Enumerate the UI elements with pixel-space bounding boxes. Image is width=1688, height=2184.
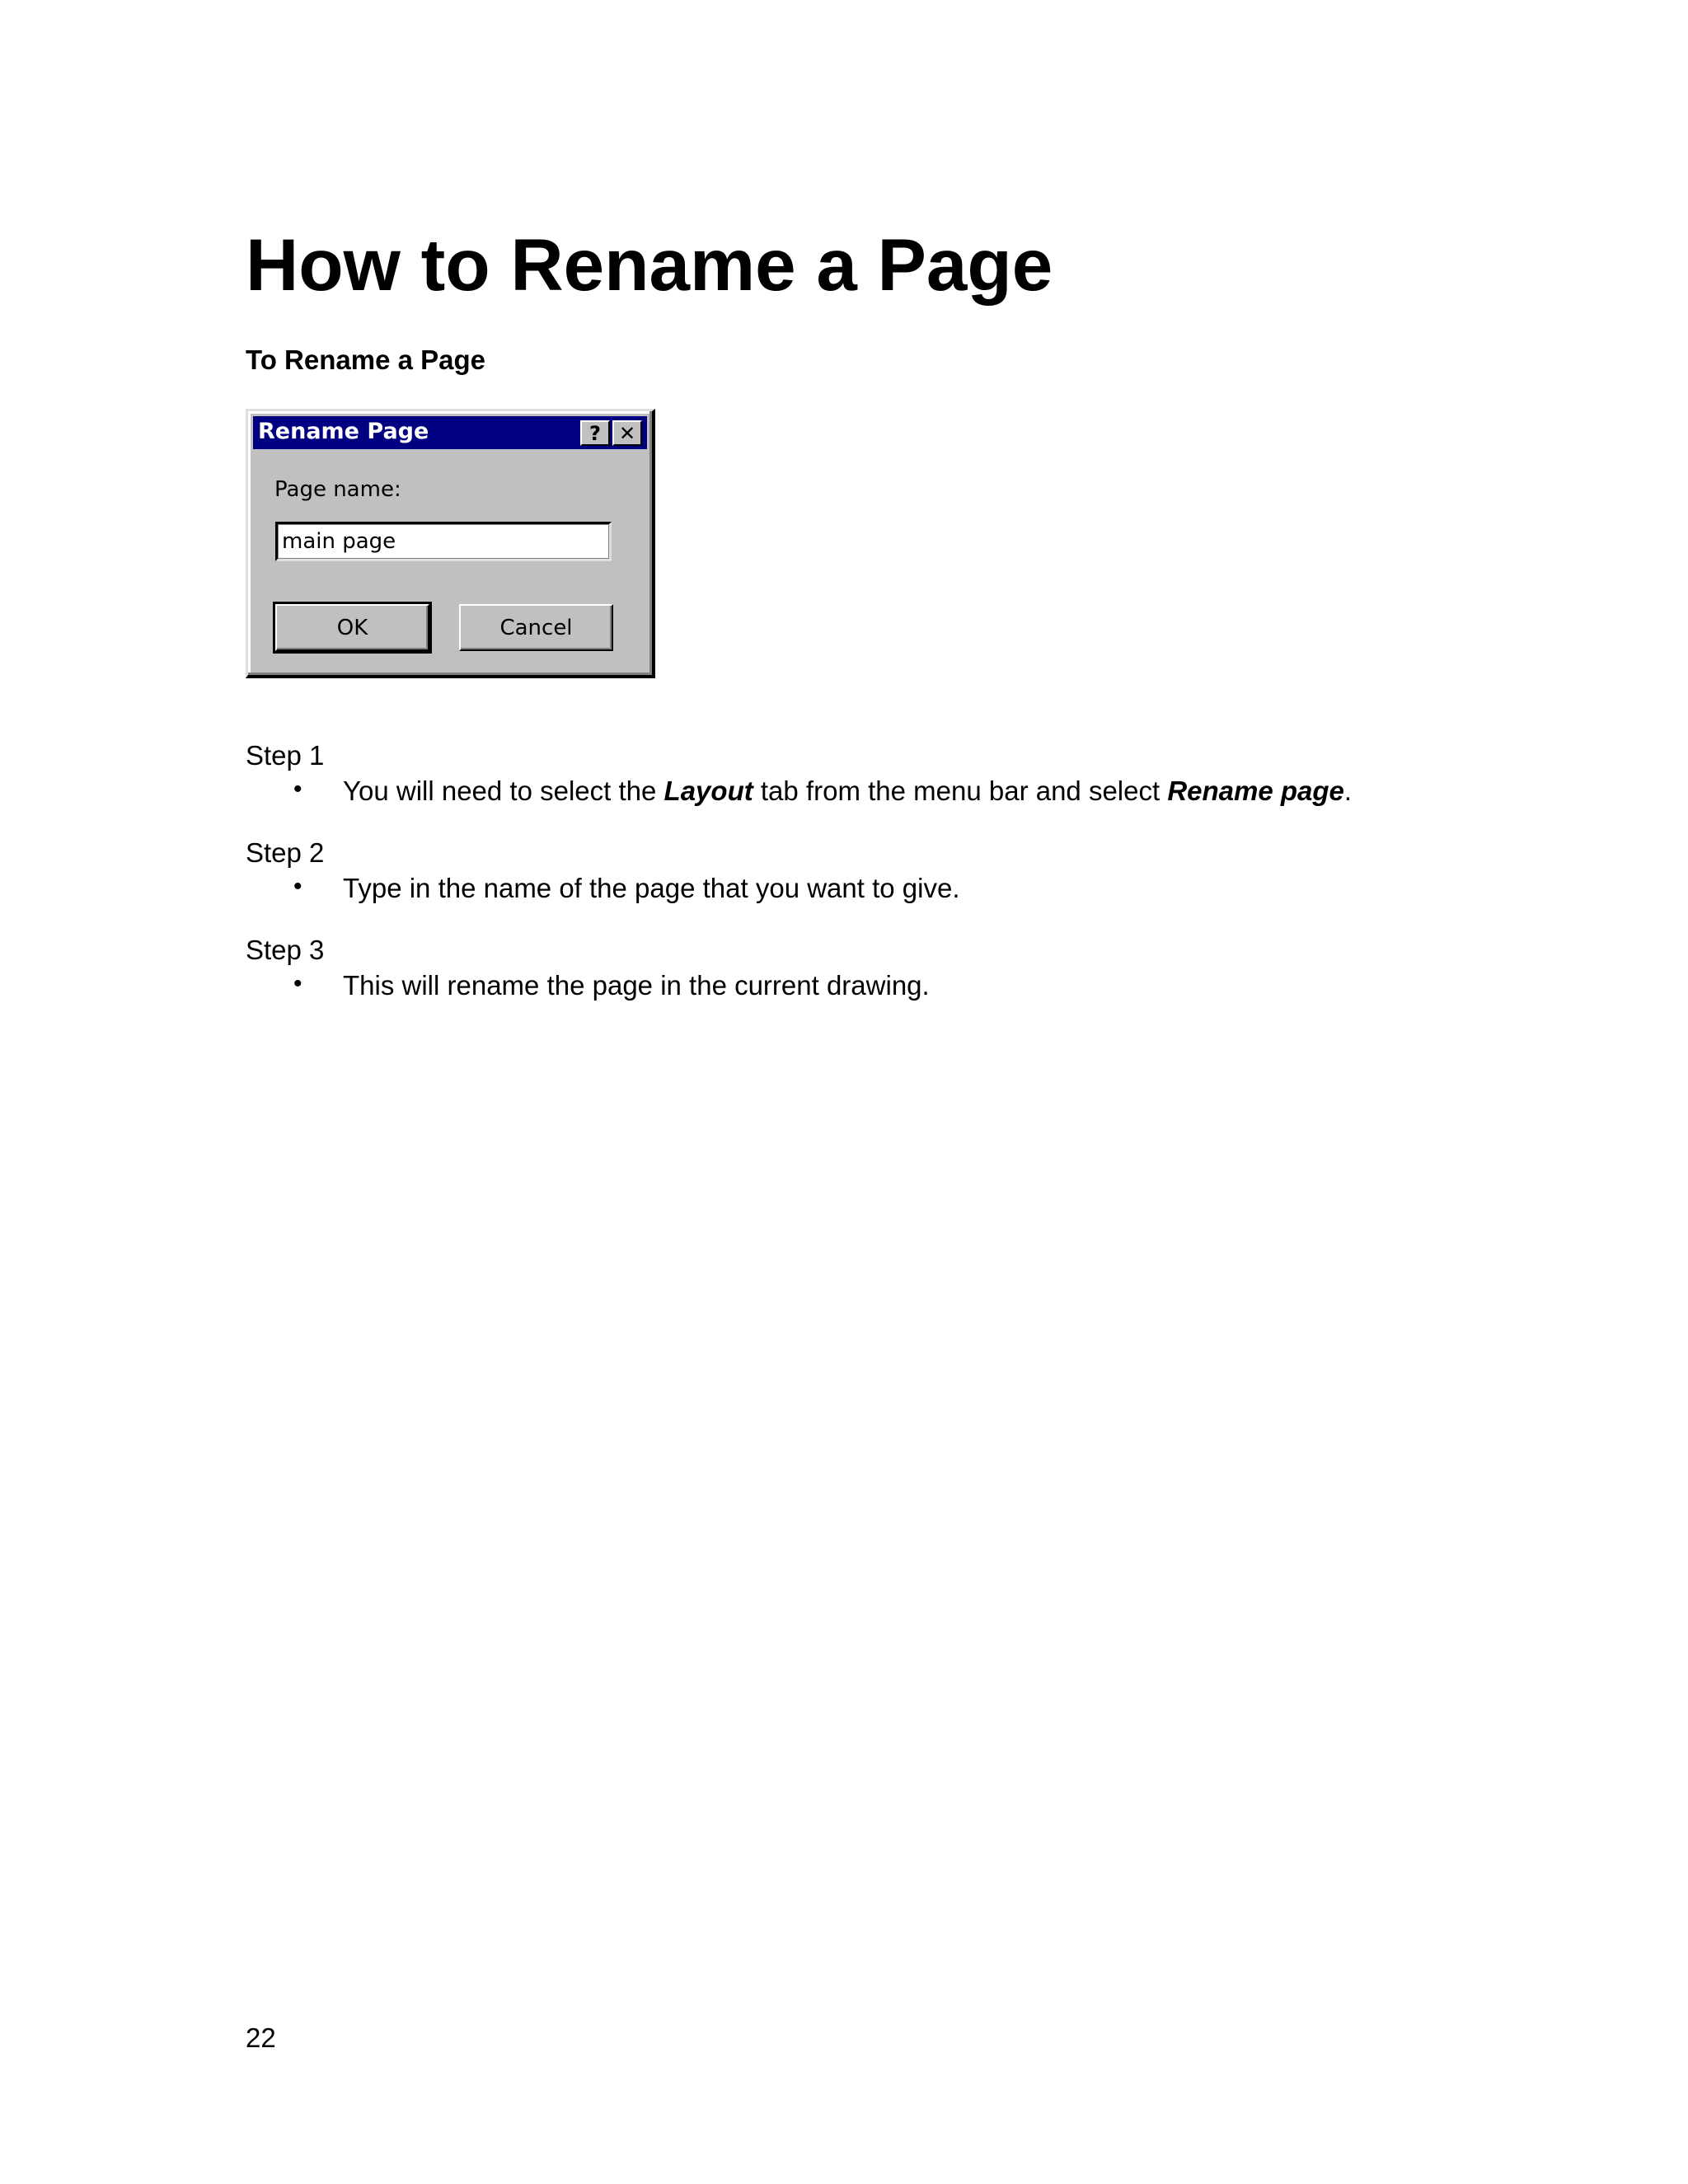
ok-button[interactable]: OK bbox=[275, 604, 429, 651]
step-1-text-a: You will need to select the bbox=[343, 776, 664, 806]
layout-term: Layout bbox=[663, 776, 753, 806]
help-icon[interactable]: ? bbox=[580, 420, 610, 446]
section-heading: To Rename a Page bbox=[246, 344, 485, 375]
dialog-title: Rename Page bbox=[258, 419, 429, 444]
bullet-icon: • bbox=[293, 873, 302, 900]
step-1-text-c: . bbox=[1343, 776, 1353, 806]
page-name-label: Page name: bbox=[274, 477, 401, 502]
page-name-input[interactable] bbox=[275, 522, 612, 561]
step-1-label: Step 1 bbox=[246, 740, 325, 771]
page-title: How to Rename a Page bbox=[246, 223, 1053, 306]
bullet-icon: • bbox=[293, 970, 302, 997]
step-2-label: Step 2 bbox=[246, 837, 325, 868]
rename-page-dialog bbox=[246, 409, 655, 678]
rename-page-term: Rename page bbox=[1167, 776, 1344, 806]
cancel-button[interactable]: Cancel bbox=[459, 604, 613, 651]
close-icon[interactable]: ✕ bbox=[612, 420, 642, 446]
step-1-text bbox=[343, 776, 1352, 807]
step-3-label: Step 3 bbox=[246, 935, 325, 965]
step-1-text-b: tab from the menu bar and select bbox=[753, 776, 1168, 806]
bullet-icon: • bbox=[293, 776, 302, 803]
step-2-text: Type in the name of the page that you want to give. bbox=[343, 873, 960, 903]
step-3-text: This will rename the page in the current drawing. bbox=[343, 970, 930, 1001]
page-number: 22 bbox=[246, 2022, 276, 2053]
dialog-titlebar[interactable] bbox=[253, 416, 647, 449]
